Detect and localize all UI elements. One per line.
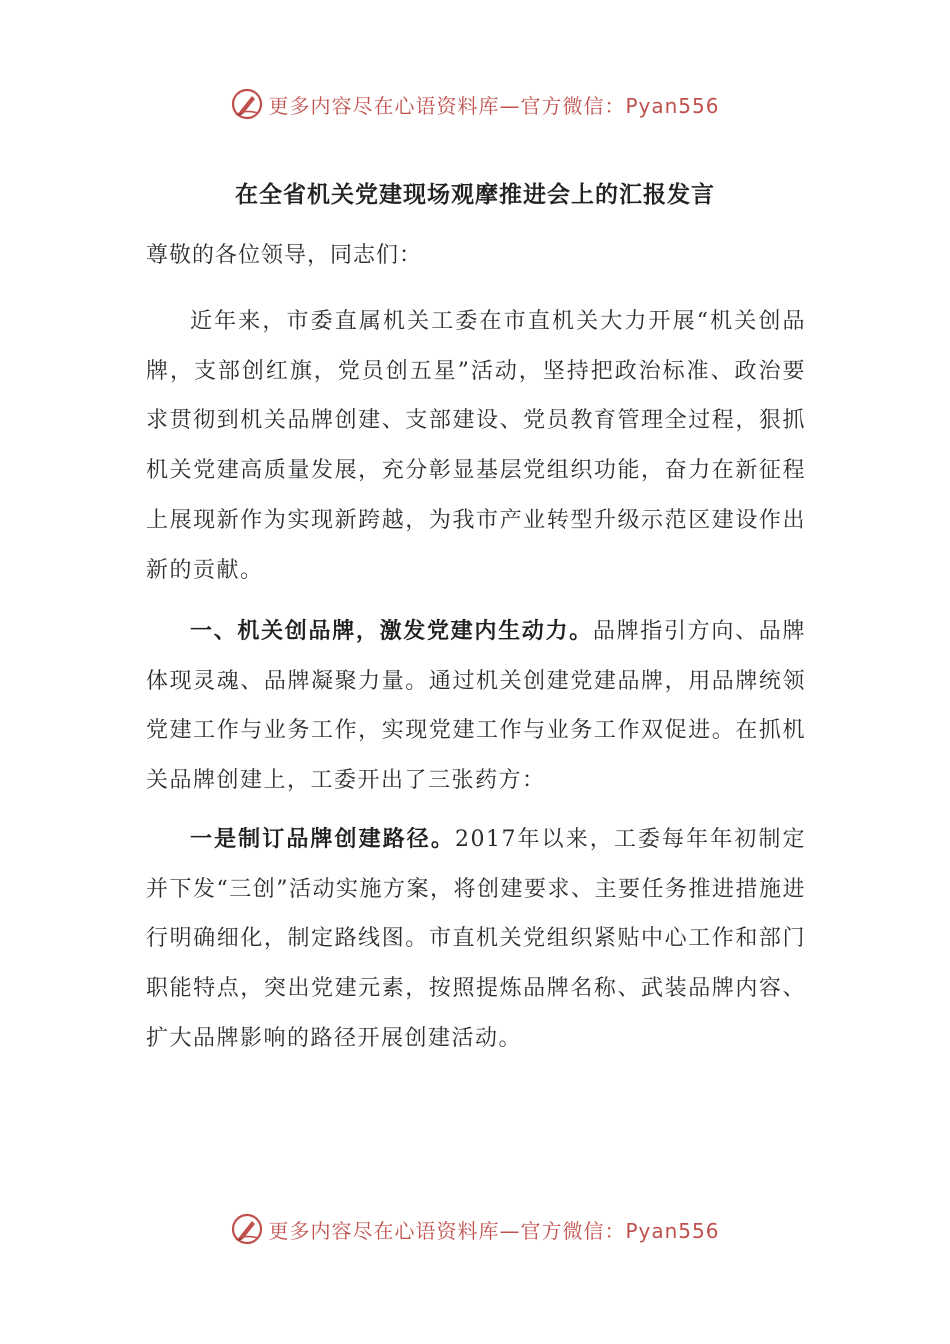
paragraph-lead: 一、机关创品牌，激发党建内生动力。 <box>190 619 593 644</box>
pen-logo-icon <box>230 1212 264 1246</box>
paragraph-lead: 一是制订品牌创建路径。 <box>190 827 455 852</box>
watermark-text: 更多内容尽在心语资料库—官方微信：Pyan556 <box>268 1218 720 1243</box>
paragraph-body: 2017年以来，工委每年年初制定并下发“三创”活动实施方案，将创建要求、主要任务推进措施进行明确细化，制定路线图。市直机关党组织紧贴中心工作和部门职能特点，突出党建元素，按照提炼品牌名称、武装品牌内容、扩大品牌影响的路径开展创建活动。 <box>146 827 806 1051</box>
paragraph-point-one <box>146 815 806 1064</box>
paragraph-body: 近年来，市委直属机关工委在市直机关大力开展“机关创品牌，支部创红旗，党员创五星”活动，坚持把政治标准、政治要求贯彻到机关品牌创建、支部建设、党员教育管理全过程，狠抓机关党建高质量发展，充分彰显基层党组织功能，奋力在新征程上展现新作为实现新跨越，为我市产业转型升级示范区建设作出新的贡献。 <box>146 309 806 583</box>
paragraph-intro <box>146 297 806 595</box>
header-watermark <box>0 86 950 122</box>
paragraph-body: 品牌指引方向、品牌体现灵魂、品牌凝聚力量。通过机关创建党建品牌，用品牌统领党建工作与业务工作，实现党建工作与业务工作双促进。在抓机关品牌创建上，工委开出了三张药方： <box>146 619 806 794</box>
watermark-text: 更多内容尽在心语资料库—官方微信：Pyan556 <box>268 93 720 118</box>
greeting-line: 尊敬的各位领导，同志们： <box>146 243 423 268</box>
footer-watermark <box>0 1211 950 1247</box>
document-title: 在全省机关党建现场观摩推进会上的汇报发言 <box>235 182 715 208</box>
paragraph-section-one <box>146 607 806 806</box>
pen-logo-icon <box>230 87 264 121</box>
